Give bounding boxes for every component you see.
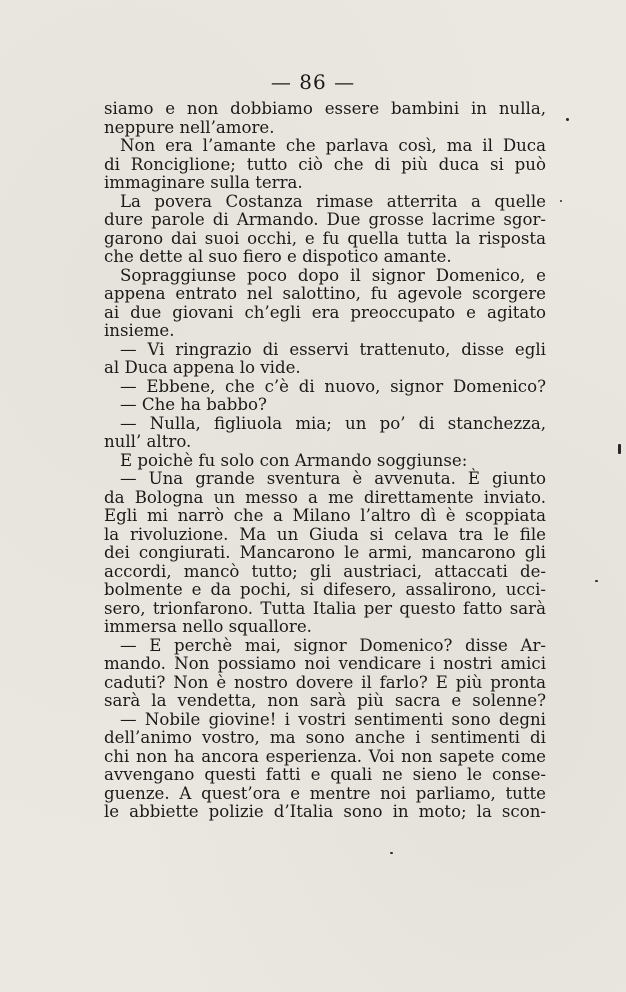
text-line: sarà la vendetta, non sarà più sacra e solenne? [104, 691, 546, 710]
text-line: — E perchè mai, signor Domenico? disse Ar- [120, 635, 546, 655]
text-line: da Bologna un messo a me direttamente inviato. [104, 487, 546, 507]
text-line: — Nobile giovine! i vostri sentimenti sono degni [120, 709, 546, 729]
text-line: immersa nello squallore. [104, 617, 312, 636]
text-line: bolmente e da pochi, si difesero, assalirono, ucci- [104, 580, 546, 599]
text-line: — Che ha babbo? [120, 395, 267, 414]
text-line: al Duca appena lo vide. [104, 358, 301, 377]
text-line: insieme. [104, 321, 175, 340]
paper-speck [595, 580, 598, 582]
body-text [104, 100, 546, 822]
text-line: dell’animo vostro, ma sono anche i sentimenti di [104, 728, 546, 747]
text-line: — Ebbene, che c’è di nuovo, signor Domenico? [120, 376, 546, 396]
text-line: — Una grande sventura è avvenuta. È giunto [120, 469, 546, 488]
text-line: dei congiurati. Mancarono le armi, mancarono gli [104, 543, 546, 562]
text-line: siamo e non dobbiamo essere bambini in nulla, [104, 99, 546, 118]
text-line: La povera Costanza rimase atterrita a quelle [120, 191, 546, 211]
text-line: null’ altro. [104, 432, 192, 451]
text-line: che dette al suo fiero e dispotico amante. [104, 247, 452, 266]
text-line: guenze. A quest’ora e mentre noi parliamo, tutte [104, 783, 546, 803]
paper-speck [390, 852, 393, 854]
paper-speck [566, 118, 569, 121]
text-line: — Nulla, figliuola mia; un po’ di stanchezza, [120, 413, 546, 433]
text-line: — Vi ringrazio di esservi trattenuto, disse egli [120, 339, 546, 359]
text-line: avvengano questi fatti e quali ne sieno le conse- [104, 765, 546, 784]
paper-speck [618, 444, 621, 454]
text-line: le abbiette polizie d’Italia sono in moto; la scon- [104, 802, 546, 821]
text-line: E poichè fu solo con Armando soggiunse: [120, 450, 468, 470]
text-line: accordi, mancò tutto; gli austriaci, attaccati de- [104, 561, 546, 581]
text-line: mando. Non possiamo noi vendicare i nostri amici [104, 654, 546, 673]
paper-speck [560, 200, 562, 202]
text-line: sero, trionfarono. Tutta Italia per questo fatto sarà [104, 598, 546, 618]
text-line: immaginare sulla terra. [104, 173, 303, 192]
text-line: Sopraggiunse poco dopo il signor Domenico, e [120, 265, 546, 285]
text-line: neppure nell’amore. [104, 117, 275, 137]
text-line: di Ronciglione; tutto ciò che di più duca si può [104, 154, 546, 174]
text-line: garono dai suoi occhi, e fu quella tutta la risposta [104, 228, 546, 248]
text-line: Egli mi narrò che a Milano l’altro dì è scoppiata [104, 506, 546, 525]
page-number: — 86 — [270, 70, 356, 94]
text-line: ai due giovani ch’egli era preoccupato e agitato [104, 302, 546, 322]
text-line: Non era l’amante che parlava così, ma il Duca [120, 136, 546, 155]
text-line: la rivoluzione. Ma un Giuda si celava tra le file [104, 524, 546, 544]
text-line: dure parole di Armando. Due grosse lacrime sgor- [104, 210, 546, 229]
text-line: caduti? Non è nostro dovere il farlo? E più pronta [104, 672, 546, 692]
text-line: appena entrato nel salottino, fu agevole scorgere [104, 284, 546, 303]
text-line: chi non ha ancora esperienza. Voi non sapete come [104, 746, 546, 766]
